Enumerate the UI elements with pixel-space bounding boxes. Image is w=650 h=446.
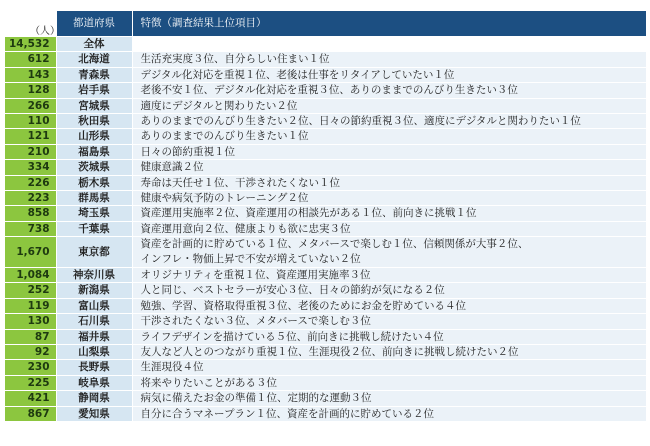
- prefecture-cell: 千葉県: [56, 221, 132, 236]
- feature-cell: ありのままでのんびり生きたい１位: [132, 129, 646, 144]
- respondent-count-cell: 421: [5, 391, 57, 406]
- respondent-count-cell: 738: [5, 221, 57, 236]
- prefecture-cell: 栃木県: [56, 175, 132, 190]
- prefecture-cell: 愛知県: [56, 406, 132, 421]
- feature-cell: [132, 37, 646, 52]
- feature-line: 資産を計画的に貯めている１位、メタバースで楽しむ１位、信頼関係が大事２位、: [140, 238, 529, 251]
- feature-cell: 資産運用意向２位、健康よりも欲に忠実３位: [132, 221, 646, 236]
- table-row: [5, 191, 647, 206]
- prefecture-cell: 秋田県: [56, 114, 132, 129]
- table-row: [5, 237, 647, 268]
- table-row: [5, 375, 647, 390]
- table-row: [5, 344, 647, 359]
- table-row: [5, 67, 647, 82]
- feature-cell: 干渉されたくない３位、メタバースで楽しむ３位: [132, 314, 646, 329]
- feature-cell: 健康意識２位: [132, 160, 646, 175]
- prefecture-feature-table: [4, 10, 647, 422]
- table-row: [5, 160, 647, 175]
- prefecture-cell: 岩手県: [56, 83, 132, 98]
- respondent-count-cell: 1,084: [5, 267, 57, 282]
- respondent-count-cell: 223: [5, 191, 57, 206]
- table-row: [5, 129, 647, 144]
- respondent-count-cell: 110: [5, 114, 57, 129]
- feature-cell: ライフデザインを描けている５位、前向きに挑戦し続けたい４位: [132, 329, 646, 344]
- feature-cell: ありのままでのんびり生きたい２位、日々の節約重視３位、適度にデジタルと関わりたい１位: [132, 114, 646, 129]
- prefecture-cell: 青森県: [56, 67, 132, 82]
- respondent-count-cell: 14,532: [5, 37, 57, 52]
- table-row: [5, 37, 647, 52]
- respondent-count-cell: 226: [5, 175, 57, 190]
- respondent-count-cell: 1,670: [5, 237, 57, 268]
- feature-cell: 老後不安１位、デジタル化対応を重視３位、ありのままでのんびり生きたい３位: [132, 83, 646, 98]
- respondent-count-cell: 143: [5, 67, 57, 82]
- feature-cell: 病気に備えたお金の準備１位、定期的な運動３位: [132, 391, 646, 406]
- table-row: [5, 298, 647, 313]
- prefecture-cell: 山梨県: [56, 344, 132, 359]
- prefecture-cell: 富山県: [56, 298, 132, 313]
- table-row: [5, 83, 647, 98]
- table-row: [5, 221, 647, 236]
- respondent-count-cell: 130: [5, 314, 57, 329]
- feature-column-header: 特徴（調査結果上位項目）: [132, 11, 646, 37]
- table-row: [5, 360, 647, 375]
- feature-cell: 寿命は天任せ１位、干渉されたくない１位: [132, 175, 646, 190]
- feature-cell: 人と同じ、ベストセラーが安心３位、日々の節約が気になる２位: [132, 283, 646, 298]
- respondent-count-cell: 252: [5, 283, 57, 298]
- respondent-count-cell: 612: [5, 52, 57, 67]
- table-row: [5, 206, 647, 221]
- feature-cell: 健康や病気予防のトレーニング２位: [132, 191, 646, 206]
- respondent-count-cell: 867: [5, 406, 57, 421]
- prefecture-column-header: 都道府県: [56, 11, 132, 37]
- feature-cell: 生涯現役４位: [132, 360, 646, 375]
- respondent-count-cell: 210: [5, 144, 57, 159]
- table-row: [5, 314, 647, 329]
- table-row: [5, 175, 647, 190]
- prefecture-cell: 山形県: [56, 129, 132, 144]
- table-row: [5, 406, 647, 421]
- prefecture-cell: 全体: [56, 37, 132, 52]
- feature-cell: 勉強、学習、資格取得重視３位、老後のためにお金を貯めている４位: [132, 298, 646, 313]
- feature-cell: [132, 237, 646, 268]
- prefecture-cell: 群馬県: [56, 191, 132, 206]
- prefecture-cell: 東京都: [56, 237, 132, 268]
- prefecture-cell: 福島県: [56, 144, 132, 159]
- feature-line: インフレ・物価上昇で不安が増えていない２位: [140, 253, 361, 266]
- table-row: [5, 98, 647, 113]
- table-row: [5, 114, 647, 129]
- feature-cell: デジタル化対応を重視１位、老後は仕事をリタイアしていたい１位: [132, 67, 646, 82]
- prefecture-cell: 茨城県: [56, 160, 132, 175]
- feature-cell: 適度にデジタルと関わりたい２位: [132, 98, 646, 113]
- feature-cell: 日々の節約重視１位: [132, 144, 646, 159]
- respondent-count-cell: 121: [5, 129, 57, 144]
- prefecture-cell: 福井県: [56, 329, 132, 344]
- respondent-count-cell: 225: [5, 375, 57, 390]
- table-row: [5, 144, 647, 159]
- table-row: [5, 283, 647, 298]
- prefecture-cell: 長野県: [56, 360, 132, 375]
- feature-cell: 友人など人とのつながり重視１位、生涯現役２位、前向きに挑戦し続けたい２位: [132, 344, 646, 359]
- respondent-count-cell: 858: [5, 206, 57, 221]
- table-header-row: [5, 11, 647, 37]
- table-row: [5, 267, 647, 282]
- prefecture-cell: 北海道: [56, 52, 132, 67]
- prefecture-cell: 石川県: [56, 314, 132, 329]
- table-row: [5, 52, 647, 67]
- respondent-count-cell: 87: [5, 329, 57, 344]
- respondent-count-cell: 92: [5, 344, 57, 359]
- table-row: [5, 329, 647, 344]
- table-row: [5, 391, 647, 406]
- respondent-count-cell: 119: [5, 298, 57, 313]
- feature-cell: オリジナリティを重視１位、資産運用実施率３位: [132, 267, 646, 282]
- respondent-count-cell: 128: [5, 83, 57, 98]
- respondent-count-cell: 230: [5, 360, 57, 375]
- feature-cell: 資産運用実施率２位、資産運用の相談先がある１位、前向きに挑戦１位: [132, 206, 646, 221]
- prefecture-cell: 静岡県: [56, 391, 132, 406]
- prefecture-cell: 岐阜県: [56, 375, 132, 390]
- unit-label: （人）: [30, 26, 60, 37]
- feature-cell: 自分に合うマネープラン１位、資産を計画的に貯めている２位: [132, 406, 646, 421]
- respondent-count-cell: 334: [5, 160, 57, 175]
- prefecture-cell: 埼玉県: [56, 206, 132, 221]
- feature-cell: 生活充実度３位、自分らしい住まい１位: [132, 52, 646, 67]
- respondent-count-cell: 266: [5, 98, 57, 113]
- feature-cell: 将来やりたいことがある３位: [132, 375, 646, 390]
- prefecture-cell: 新潟県: [56, 283, 132, 298]
- prefecture-cell: 神奈川県: [56, 267, 132, 282]
- prefecture-cell: 宮城県: [56, 98, 132, 113]
